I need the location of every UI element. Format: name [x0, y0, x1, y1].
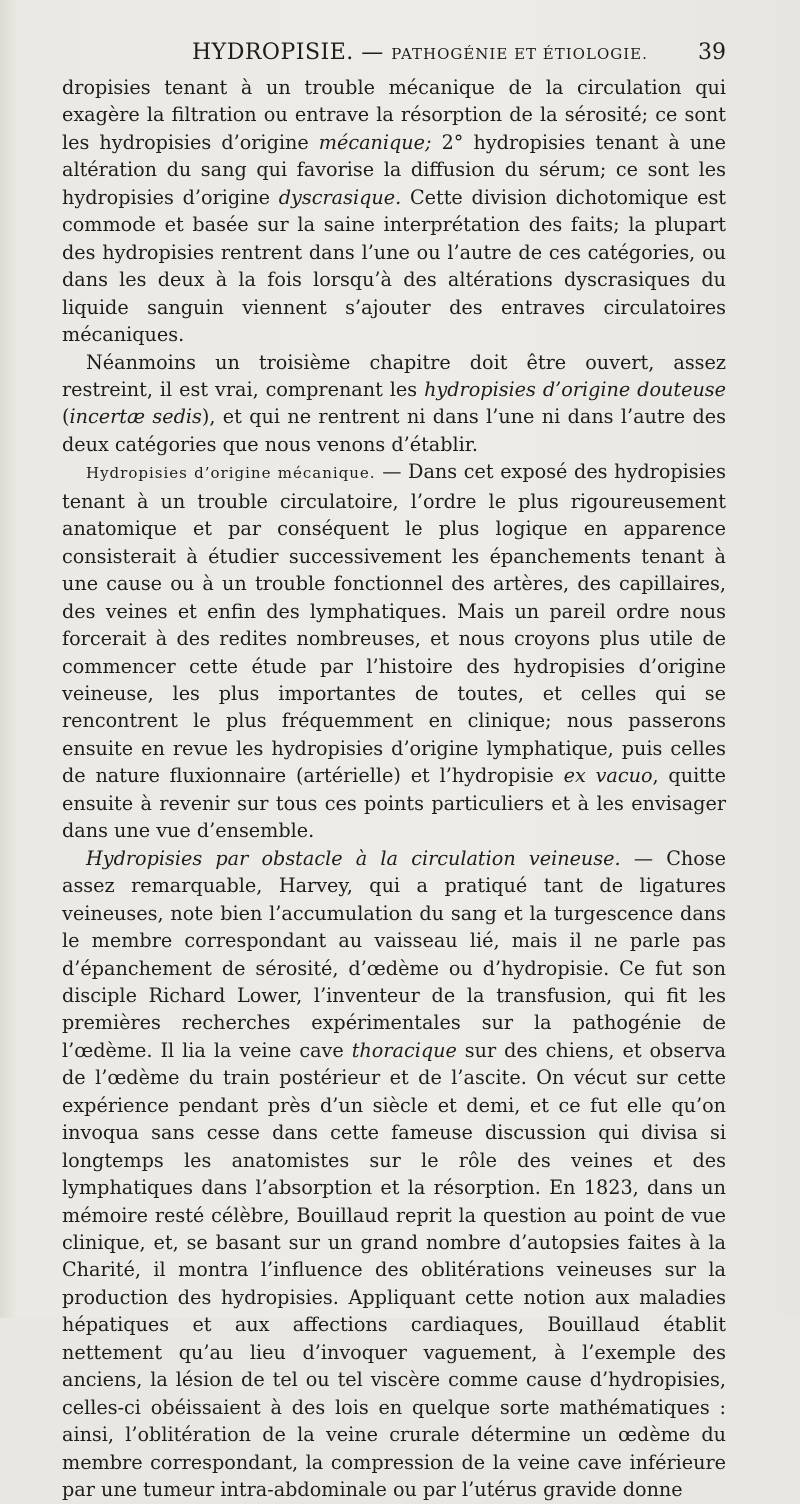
paragraph-3: [62, 458, 726, 844]
italic-term: dyscrasique.: [278, 185, 402, 209]
text-run: — Dans cet exposé des hydropisies tenant à un trouble circulatoire, l’ordre le plus rigoureusement anatomique et par conséquent le plus logique en apparence consisterait à étudier successivement les épanchements tenant à une cause ou à un trouble fonctionnel des artères, des capillaires, des veines et enfin des lymphatiques. Mais un pareil ordre nous forcerait à des redites nombreuses, et nous croyons plus utile de commencer cette étude par l’histoire des hydropisies d’origine veineuse, les plus importantes de toutes, et celles qui se rencontrent le plus fréquemment en clinique; nous passerons ensuite en revue les hydropisies d’origine lymphatique, puis celles de nature fluxionnaire (artérielle) et l’hydropisie: [62, 460, 726, 788]
running-separator: —: [361, 40, 384, 65]
text-run: sur des chiens, et observa de l’œdème du train postérieur et de l’ascite. On vécut sur cette expérience pendant près d’un siècle et demi, et ce fut elle qu’on invoqua sans cesse dans cette fameuse discussion qui divisa si longtemps les anatomistes sur le rôle des veines et des lymphatiques dans l’absorption et la résorption. En 1823, dans un mémoire resté célèbre, Bouillaud reprit la question au point de vue clinique, et, se basant sur un grand nombre d’autopsies faites à la Charité, il montra l’influence des oblitérations veineuses sur la production des hydropisies. Appliquant cette notion aux maladies hépatiques et aux affections cardiaques, Bouillaud établit nettement qu’au lieu d’invoquer vaguement, à l’exemple des anciens, la lésion de tel ou tel viscère comme cause d’hydropisies, celles-ci obéissaient à des lois en quelque sorte mathématiques : ainsi, l’oblitération de la veine crurale détermine un œdème du membre correspondant, la compression de la veine cave inférieure par une tumeur intra-abdominale ou par l’utérus gravide donne: [62, 1038, 726, 1502]
running-title: HYDROPISIE.: [192, 40, 354, 65]
text-run: — Chose assez remarquable, Harvey, qui a pratiqué tant de ligatures veineuses, note bien l’accumulation du sang et la turgescence dans le membre correspondant au vaisseau lié, mais il ne parle pas d’épanchement de sérosité, d’œdème ou d’hydropisie. Ce fut son disciple Richard Lower, l’inventeur de la transfusion, qui fit les premières recherches expérimentales sur la pathogénie de l’œdème. Il lia la veine cave: [62, 846, 727, 1062]
running-head: [192, 40, 648, 65]
text-run: 2° hydropisies tenant à une altération du sang qui favorise la diffusion du sérum; ce sont les hydropisies d’origine: [62, 130, 726, 209]
body-text: [62, 74, 726, 1504]
text-run: Néanmoins un troisième chapitre doit être ouvert, assez restreint, il est vrai, comprenant les: [62, 350, 726, 401]
italic-term: hydropisies d’origine douteuse: [424, 377, 727, 401]
italic-term: incertæ sedis: [69, 405, 202, 429]
paragraph-2: [62, 349, 726, 459]
text-run: Cette division dichotomique est commode et basée sur la saine interprétation des faits; la plupart des hydropisies rentrent dans l’une ou l’autre de ces catégories, ou dans les deux à la fois lorsqu’à des altérations dyscrasiques du liquide sanguin viennent s’ajouter des entraves circulatoires mécaniques.: [62, 185, 726, 347]
text-run: , quitte ensuite à revenir sur tous ces points particuliers et à les envisager dans une vue d’ensemble.: [62, 764, 726, 843]
page-number: 39: [698, 40, 726, 65]
text-run: ), et qui ne rentrent ni dans l’une ni dans l’autre des deux catégories que nous venons d’établir.: [62, 405, 726, 456]
italic-term: thoracique: [351, 1038, 457, 1062]
section-heading-mecanique: Hydropisies d’origine mécanique.: [86, 464, 376, 483]
italic-term: mécanique;: [318, 130, 432, 154]
section-heading-veineuse: Hydropisies par obstacle à la circulation veineuse.: [86, 846, 621, 870]
paragraph-1: [62, 74, 726, 349]
paragraph-4: [62, 845, 726, 1504]
running-subtitle: PATHOGÉNIE ET ÉTIOLOGIE.: [391, 45, 648, 63]
text-run: dropisies tenant à un trouble mécanique de la circulation qui exagère la filtration ou entrave la résorption de la sérosité; ce sont les hydropisies d’origine: [62, 76, 726, 154]
italic-term: ex vacuo: [563, 764, 653, 788]
text-run: (: [62, 405, 70, 429]
page-header: [62, 40, 726, 70]
